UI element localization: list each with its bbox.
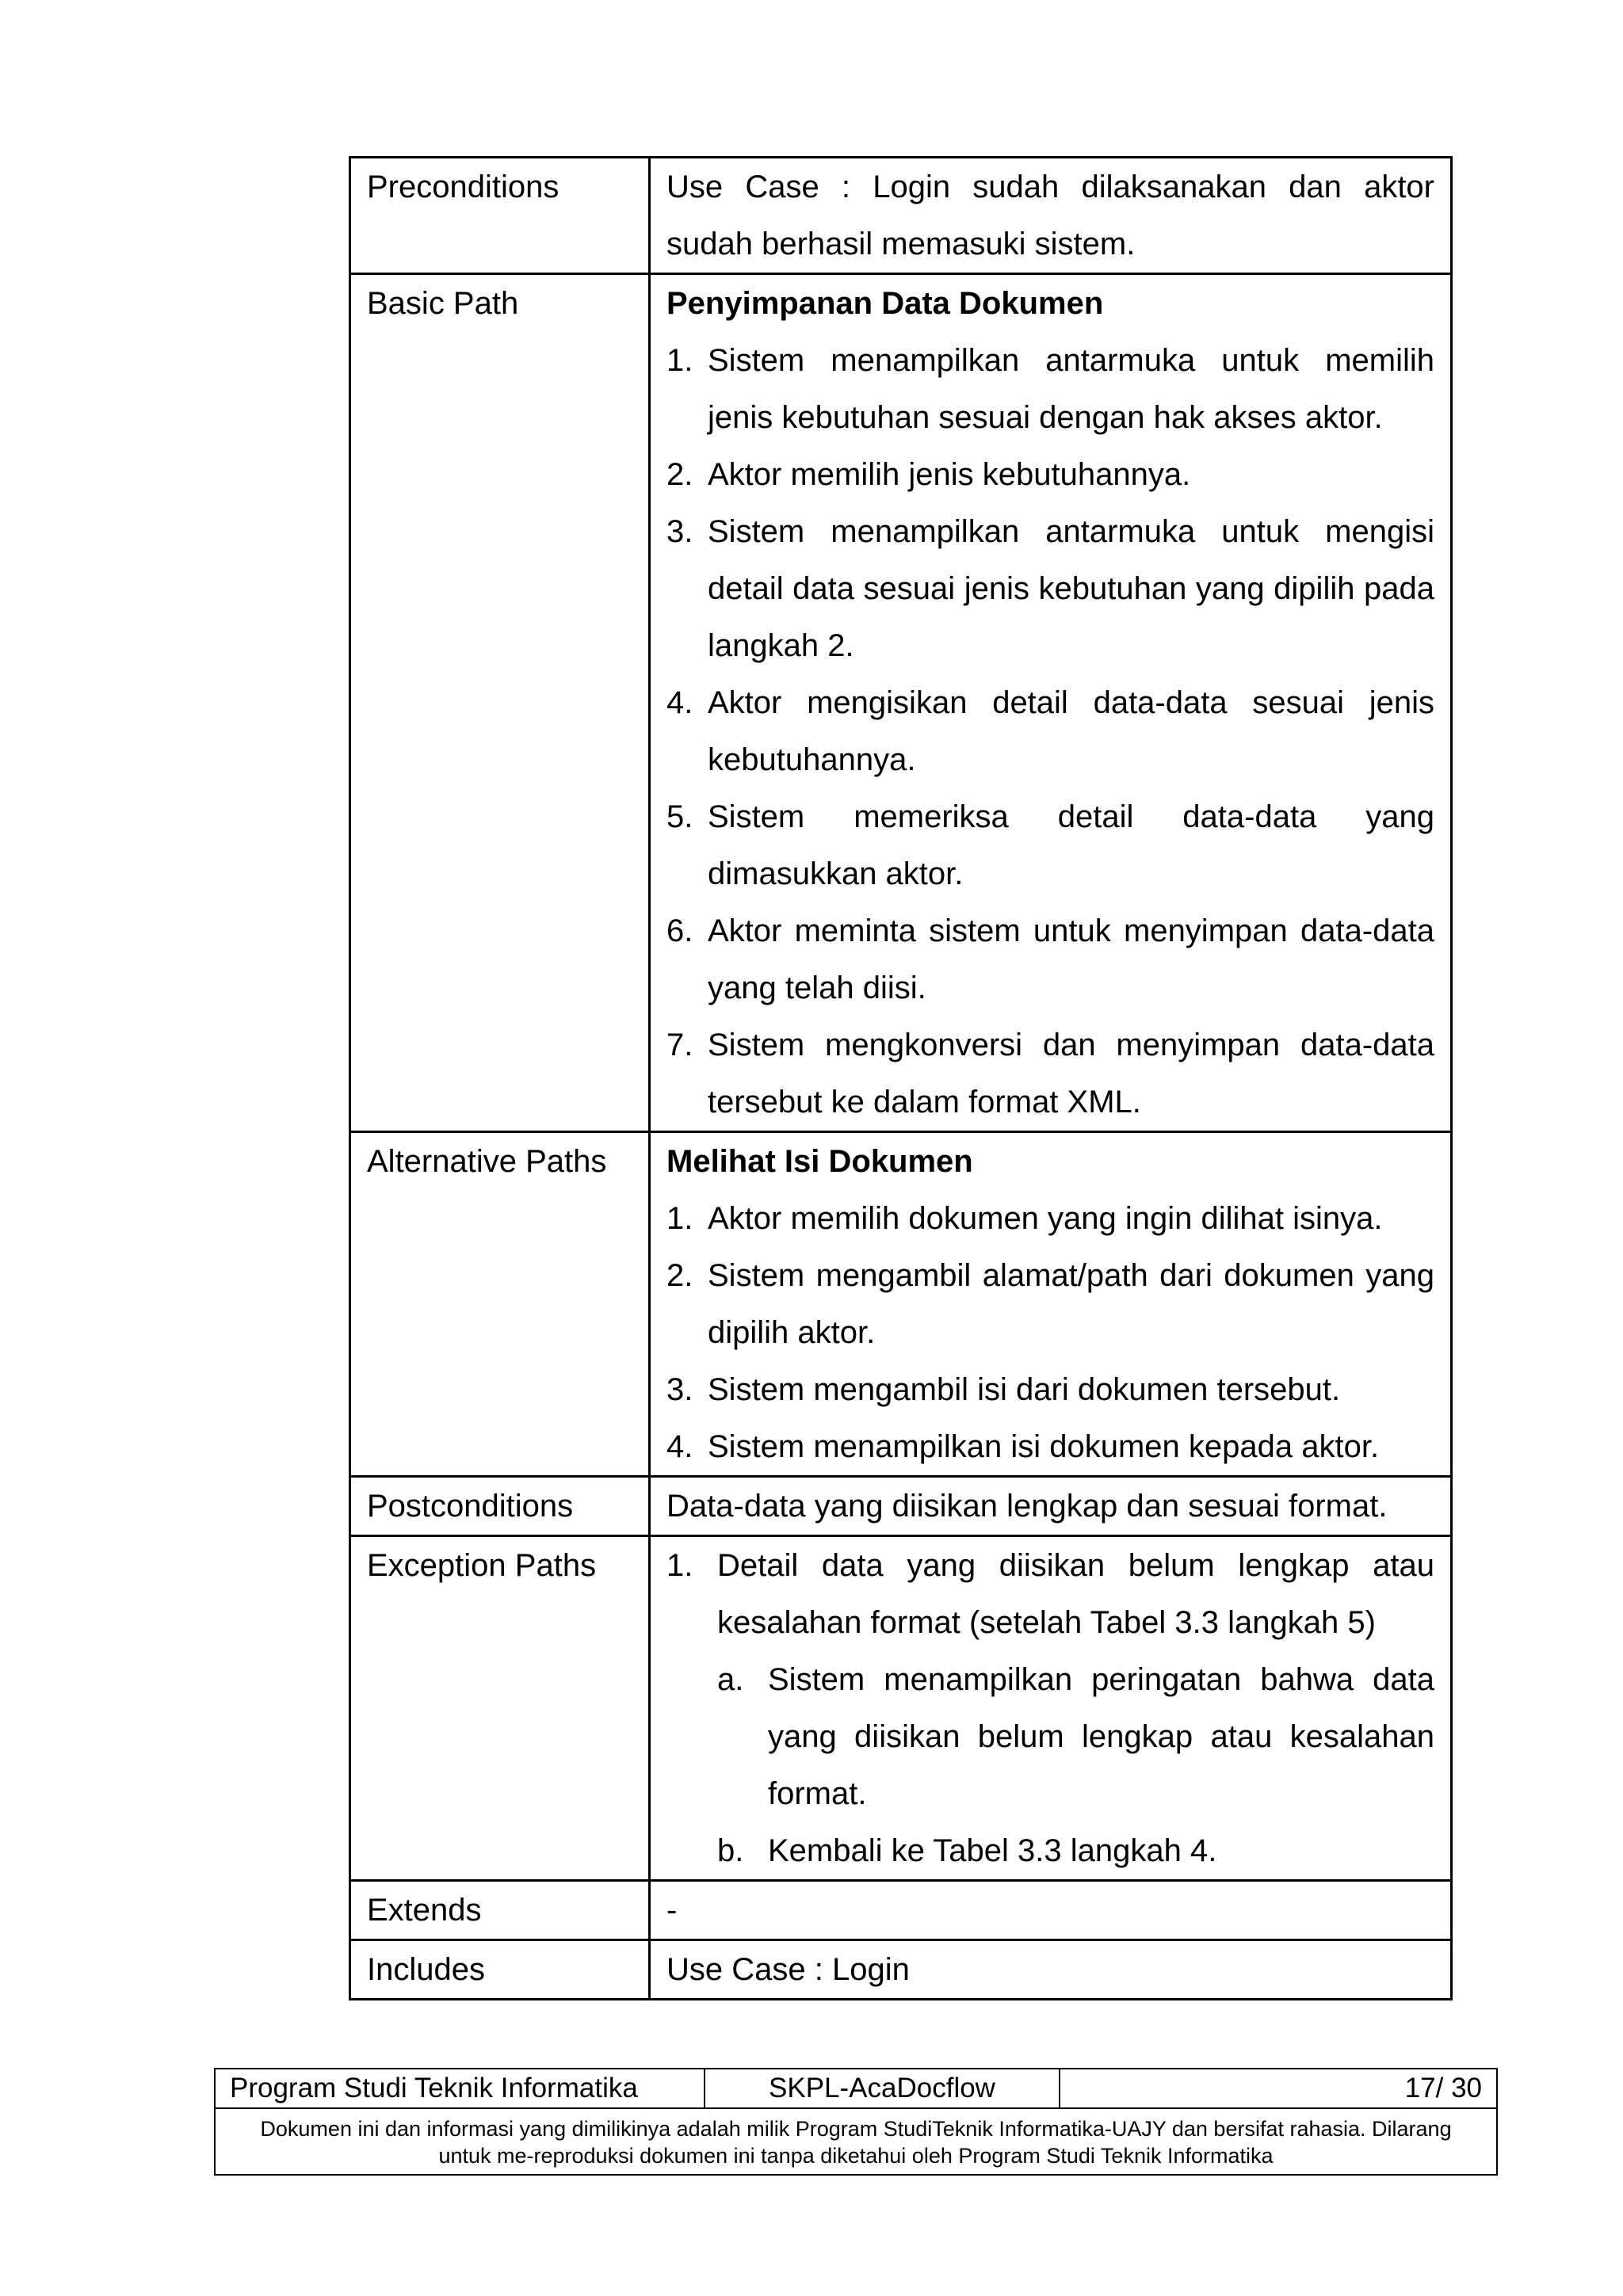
step-text: Sistem mengambil alamat/path dari dokumen yang dipilih aktor. (708, 1258, 1434, 1350)
row-basic-path (350, 274, 1452, 1132)
alternative-paths-content (650, 1132, 1452, 1477)
exception-paths-content (650, 1536, 1452, 1881)
alternative-path-step (666, 1247, 1434, 1361)
step-text: Aktor memilih dokumen yang ingin dilihat isinya. (708, 1201, 1383, 1236)
step-number: 2. (666, 1258, 693, 1293)
step-text: Sistem mengkonversi dan menyimpan data-data tersebut ke dalam format XML. (708, 1028, 1434, 1119)
exception-path-item (666, 1537, 1434, 1879)
sub-step-letter: a. (717, 1662, 744, 1697)
basic-path-step (666, 902, 1434, 1016)
preconditions-text: Use Case : Login sudah dilaksanakan dan aktor sudah berhasil memasuki sistem. (650, 158, 1452, 274)
footer-info-row (215, 2069, 1497, 2108)
row-preconditions (350, 158, 1452, 274)
basic-path-step (666, 503, 1434, 674)
basic-path-step (666, 332, 1434, 446)
row-extends (350, 1881, 1452, 1940)
footer-program: Program Studi Teknik Informatika (215, 2069, 705, 2108)
use-case-table (349, 156, 1453, 2000)
step-text: Aktor meminta sistem untuk menyimpan data-data yang telah diisi. (708, 913, 1434, 1005)
step-number: 4. (666, 685, 693, 720)
basic-path-steps (666, 332, 1434, 1131)
row-postconditions (350, 1477, 1452, 1536)
alternative-paths-title: Melihat Isi Dokumen (666, 1144, 973, 1179)
row-exception-paths (350, 1536, 1452, 1881)
footer-note-row (215, 2108, 1497, 2175)
includes-label: Includes (350, 1940, 650, 2000)
alternative-paths-steps (666, 1190, 1434, 1475)
step-text: Sistem mengambil isi dari dokumen tersebut. (708, 1372, 1341, 1407)
extends-text: - (650, 1881, 1452, 1940)
step-number: 7. (666, 1028, 693, 1062)
step-text: Sistem menampilkan antarmuka untuk mengisi detail data sesuai jenis kebutuhan yang dipilih pada langkah 2. (708, 514, 1434, 663)
basic-path-content (650, 274, 1452, 1132)
exception-sub-step (717, 1822, 1434, 1879)
row-includes (350, 1940, 1452, 2000)
alternative-path-step (666, 1418, 1434, 1475)
step-number: 6. (666, 913, 693, 948)
step-number: 1. (666, 1201, 693, 1236)
basic-path-step (666, 788, 1434, 902)
sub-step-text: Sistem menampilkan peringatan bahwa data yang diisikan belum lengkap atau kesalahan format. (768, 1662, 1434, 1811)
postconditions-label: Postconditions (350, 1477, 650, 1536)
step-text: Detail data yang diisikan belum lengkap atau kesalahan format (setelah Tabel 3.3 langkah 5) (717, 1548, 1434, 1640)
preconditions-label: Preconditions (350, 158, 650, 274)
step-number: 3. (666, 1372, 693, 1407)
step-number: 1. (666, 1548, 693, 1583)
step-number: 4. (666, 1429, 693, 1464)
alternative-paths-label: Alternative Paths (350, 1132, 650, 1477)
exception-sub-step (717, 1651, 1434, 1822)
exception-paths-label: Exception Paths (350, 1536, 650, 1881)
footer-page-number: 17/ 30 (1060, 2069, 1497, 2108)
sub-step-letter: b. (717, 1833, 744, 1868)
alternative-path-step (666, 1361, 1434, 1418)
includes-text: Use Case : Login (650, 1940, 1452, 2000)
basic-path-step (666, 674, 1434, 788)
step-text: Sistem menampilkan antarmuka untuk memilih jenis kebutuhan sesuai dengan hak akses aktor. (708, 343, 1434, 435)
alternative-path-step (666, 1190, 1434, 1247)
sub-step-text: Kembali ke Tabel 3.3 langkah 4. (768, 1833, 1217, 1868)
postconditions-text: Data-data yang diisikan lengkap dan sesuai format. (650, 1477, 1452, 1536)
step-number: 3. (666, 514, 693, 549)
step-text: Aktor memilih jenis kebutuhannya. (708, 457, 1191, 492)
footer-document-id: SKPL-AcaDocflow (705, 2069, 1060, 2108)
step-text: Aktor mengisikan detail data-data sesuai jenis kebutuhannya. (708, 685, 1434, 777)
step-text: Sistem memeriksa detail data-data yang dimasukkan aktor. (708, 799, 1434, 891)
step-text: Sistem menampilkan isi dokumen kepada aktor. (708, 1429, 1380, 1464)
extends-label: Extends (350, 1881, 650, 1940)
exception-paths-steps (666, 1537, 1434, 1879)
row-alternative-paths (350, 1132, 1452, 1477)
step-number: 2. (666, 457, 693, 492)
step-number: 5. (666, 799, 693, 834)
basic-path-step (666, 1016, 1434, 1131)
basic-path-step (666, 446, 1434, 503)
basic-path-label: Basic Path (350, 274, 650, 1132)
basic-path-title: Penyimpanan Data Dokumen (666, 286, 1104, 321)
footer-confidentiality-note: Dokumen ini dan informasi yang dimilikinya adalah milik Program StudiTeknik Informatika-UAJY dan bersifat rahasia. Dilarang untuk me-reproduksi dokumen ini tanpa diketahui oleh Program Studi Teknik Informatika (215, 2108, 1497, 2175)
exception-sub-steps (717, 1651, 1434, 1879)
step-number: 1. (666, 343, 693, 378)
page-footer (214, 2068, 1498, 2176)
